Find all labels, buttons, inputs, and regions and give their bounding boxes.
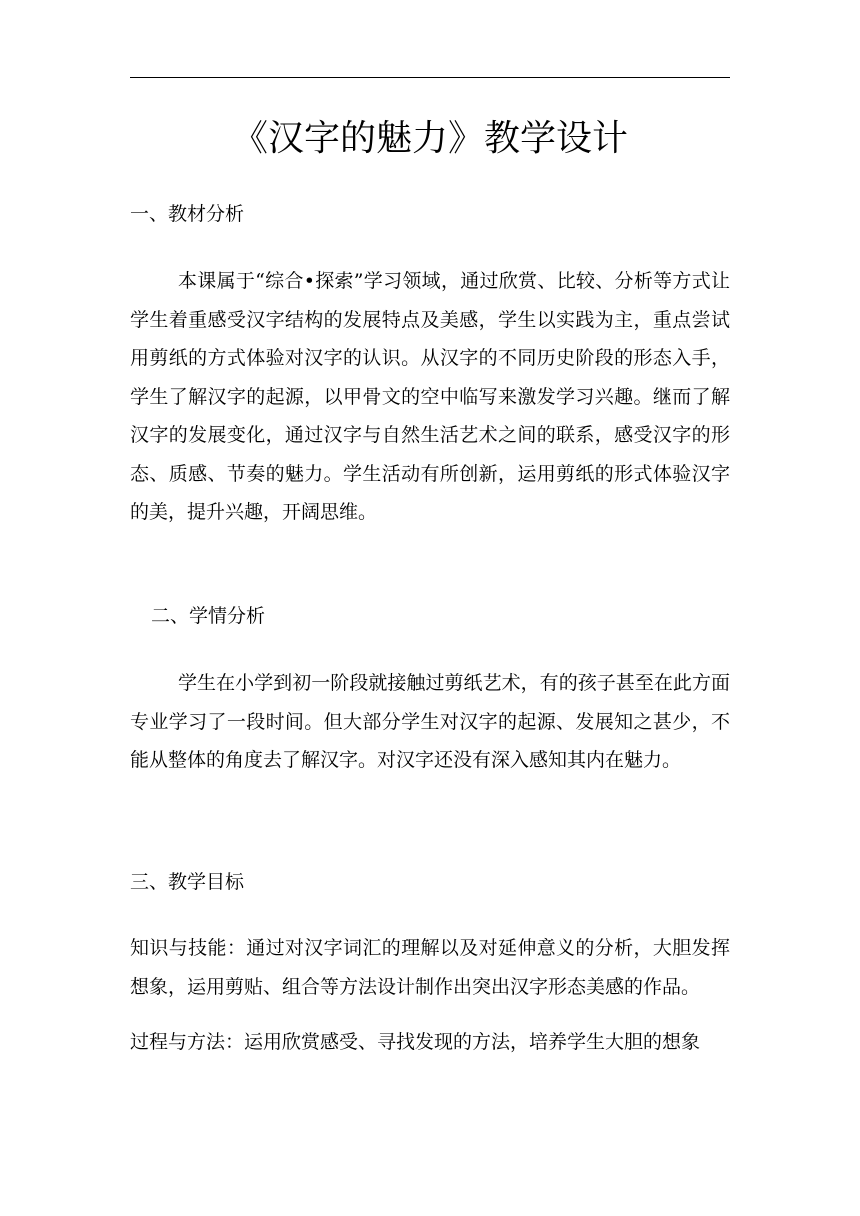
paragraph-textbook-analysis: 本课属于“综合•探索”学习领域，通过欣赏、比较、分析等方式让学生着重感受汉字结构的发展特点及美感，学生以实践为主，重点尝试用剪纸的方式体验对汉字的认识。从汉字的不同历史阶段的形态入手，学生了解汉字的起源，以甲骨文的空中临写来激发学习兴趣。继而了解汉字的发展变化，通过汉字与自然生活艺术之间的联系，感受汉字的形态、质感、节奏的魅力。学生活动有所创新，运用剪纸的形式体验汉字的美，提升兴趣，开阔思维。 xyxy=(130,270,730,523)
section-heading-student-analysis: 二、学情分析 xyxy=(151,605,266,627)
section-heading-teaching-objectives: 三、教学目标 xyxy=(130,871,245,893)
paragraph-student-analysis: 学生在小学到初一阶段就接触过剪纸艺术，有的孩子甚至在此方面专业学习了一段时间。但大部分学生对汉字的起源、发展知之甚少，不能从整体的角度去了解汉字。对汉字还没有深入感知其内在魅力。 xyxy=(130,672,730,771)
document-title: 《汉字的魅力》教学设计 xyxy=(231,118,628,159)
section-heading-textbook-analysis: 一、教材分析 xyxy=(130,203,245,225)
header-rule xyxy=(130,77,730,78)
objective-process-methods: 过程与方法：运用欣赏感受、寻找发现的方法，培养学生大胆的想象 xyxy=(130,1031,701,1053)
objective-knowledge-skills: 知识与技能：通过对汉字词汇的理解以及对延伸意义的分析，大胆发挥想象，运用剪贴、组合等方法设计制作出突出汉字形态美感的作品。 xyxy=(130,937,730,998)
